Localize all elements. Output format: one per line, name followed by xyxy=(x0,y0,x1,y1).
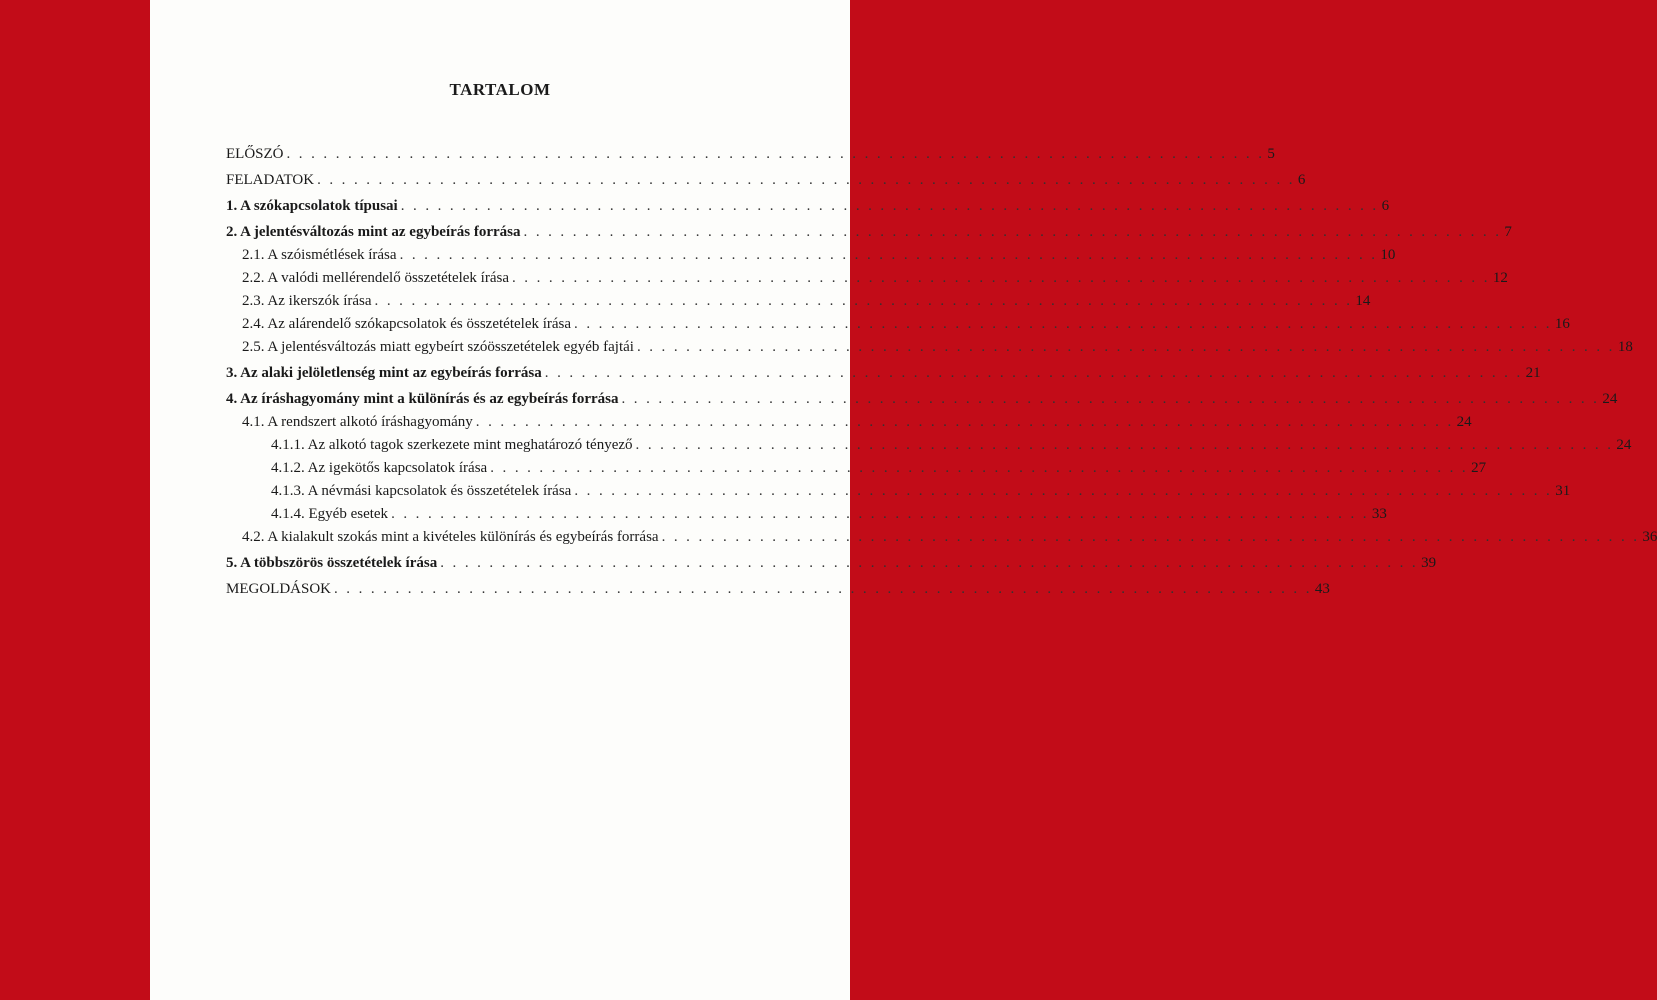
dot-leader: . . . . . . . . . . . . . . . . . . . . . . . . . . . . . . . . . . . . . . . . . . . . . . . . . . . . . . . . . . . . . . . . . . . . . . . . . . . . . . . . xyxy=(621,391,1600,407)
toc-entry xyxy=(226,267,1508,290)
toc-entry-page: 16 xyxy=(1554,316,1570,332)
toc-entry xyxy=(226,411,1472,434)
toc-entry xyxy=(226,388,1618,411)
dot-leader: . . . . . . . . . . . . . . . . . . . . . . . . . . . . . . . . . . . . . . . . . . . . . . . . . . . . . . . . . . . . . . . . . . . . . . . . . . . . . . . . xyxy=(574,316,1552,332)
dot-leader: . . . . . . . . . . . . . . . . . . . . . . . . . . . . . . . . . . . . . . . . . . . . . . . . . . . . . . . . . . . . . . . . . . . . . . . . . . . . . . . . xyxy=(286,146,1265,162)
dot-leader: . . . . . . . . . . . . . . . . . . . . . . . . . . . . . . . . . . . . . . . . . . . . . . . . . . . . . . . . . . . . . . . . . . . . . . . . . . . . . . . . xyxy=(440,555,1419,571)
toc-entry-label: 2.4. Az alárendelő szókapcsolatok és összetételek írása xyxy=(242,316,572,332)
toc-entry-page: 36 xyxy=(1642,529,1657,545)
toc-entry xyxy=(226,244,1396,267)
toc-entry xyxy=(226,552,1437,575)
toc-entry xyxy=(226,362,1541,385)
dot-leader: . . . . . . . . . . . . . . . . . . . . . . . . . . . . . . . . . . . . . . . . . . . . . . . . . . . . . . . . . . . . . . . . . . . . . . . . . . . . . . . . xyxy=(399,247,1378,263)
dot-leader: . . . . . . . . . . . . . . . . . . . . . . . . . . . . . . . . . . . . . . . . . . . . . . . . . . . . . . . . . . . . . . . . . . . . . . . . . . . . . . . . xyxy=(374,293,1353,309)
toc-entry xyxy=(226,290,1371,313)
toc-entry-page: 10 xyxy=(1380,247,1396,263)
toc-entry xyxy=(226,195,1390,218)
toc-entry xyxy=(226,578,1330,601)
dot-leader: . . . . . . . . . . . . . . . . . . . . . . . . . . . . . . . . . . . . . . . . . . . . . . . . . . . . . . . . . . . . . . . . . . . . . . . . . . . . . . . . xyxy=(635,437,1614,453)
dot-leader: . . . . . . . . . . . . . . . . . . . . . . . . . . . . . . . . . . . . . . . . . . . . . . . . . . . . . . . . . . . . . . . . . . . . . . . . . . . . . . . . xyxy=(475,414,1454,430)
toc-entry-label: 2. A jelentésváltozás mint az egybeírás forrása xyxy=(226,224,521,240)
table-of-contents xyxy=(226,143,1657,601)
toc-entry xyxy=(226,143,1275,166)
toc-entry-page: 7 xyxy=(1504,224,1512,240)
toc-entry-page: 6 xyxy=(1297,172,1306,188)
toc-entry-page: 33 xyxy=(1371,506,1387,522)
dot-leader: . . . . . . . . . . . . . . . . . . . . . . . . . . . . . . . . . . . . . . . . . . . . . . . . . . . . . . . . . . . . . . . . . . . . . . . . . . . . . . . . xyxy=(317,172,1295,188)
dot-leader: . . . . . . . . . . . . . . . . . . . . . . . . . . . . . . . . . . . . . . . . . . . . . . . . . . . . . . . . . . . . . . . . . . . . . . . . . . . . . . . . xyxy=(574,483,1553,499)
toc-entry xyxy=(226,434,1632,457)
toc-entry-page: 43 xyxy=(1314,581,1330,597)
dot-leader: . . . . . . . . . . . . . . . . . . . . . . . . . . . . . . . . . . . . . . . . . . . . . . . . . . . . . . . . . . . . . . . . . . . . . . . . . . . . . . . . xyxy=(544,365,1523,381)
dot-leader: . . . . . . . . . . . . . . . . . . . . . . . . . . . . . . . . . . . . . . . . . . . . . . . . . . . . . . . . . . . . . . . . . . . . . . . . . . . . . . . . xyxy=(391,506,1369,522)
toc-entry-page: 24 xyxy=(1616,437,1632,453)
toc-entry-label: MEGOLDÁSOK xyxy=(226,581,331,597)
toc-entry-page: 24 xyxy=(1602,391,1618,407)
dot-leader: . . . . . . . . . . . . . . . . . . . . . . . . . . . . . . . . . . . . . . . . . . . . . . . . . . . . . . . . . . . . . . . . . . . . . . . . . . . . . . . . xyxy=(523,224,1502,240)
toc-entry-label: 4.1.2. Az igekötős kapcsolatok írása xyxy=(271,460,488,476)
toc-entry-page: 6 xyxy=(1381,198,1390,214)
toc-entry xyxy=(226,480,1571,503)
toc-entry xyxy=(226,457,1487,480)
dot-leader: . . . . . . . . . . . . . . . . . . . . . . . . . . . . . . . . . . . . . . . . . . . . . . . . . . . . . . . . . . . . . . . . . . . . . . . . . . . . . . . . xyxy=(661,529,1640,545)
toc-entry-label: FELADATOK xyxy=(226,172,315,188)
dot-leader: . . . . . . . . . . . . . . . . . . . . . . . . . . . . . . . . . . . . . . . . . . . . . . . . . . . . . . . . . . . . . . . . . . . . . . . . . . . . . . . . xyxy=(636,339,1615,355)
toc-title: TARTALOM xyxy=(449,80,551,99)
toc-entry-page: 18 xyxy=(1617,339,1633,355)
toc-entry-label: 1. A szókapcsolatok típusai xyxy=(226,198,398,214)
toc-entry-label: 4.1.4. Egyéb esetek xyxy=(271,506,389,522)
toc-entry-label: ELŐSZÓ xyxy=(226,146,284,162)
toc-entry-label: 2.2. A valódi mellérendelő összetételek írása xyxy=(242,270,509,286)
toc-entry-page: 5 xyxy=(1267,146,1275,162)
toc-entry xyxy=(226,313,1570,336)
toc-entry-label: 2.1. A szóismétlések írása xyxy=(242,247,397,263)
book-page xyxy=(150,0,1657,1000)
toc-entry-label: 4.1.1. Az alkotó tagok szerkezete mint meghatározó tényező xyxy=(271,437,633,453)
toc-entry-page: 27 xyxy=(1471,460,1487,476)
toc-entry-label: 4.1.3. A névmási kapcsolatok és összetételek írása xyxy=(271,483,572,499)
toc-entry-page: 12 xyxy=(1492,270,1508,286)
toc-entry xyxy=(226,169,1306,192)
toc-entry-label: 2.3. Az ikerszók írása xyxy=(242,293,372,309)
dot-leader: . . . . . . . . . . . . . . . . . . . . . . . . . . . . . . . . . . . . . . . . . . . . . . . . . . . . . . . . . . . . . . . . . . . . . . . . . . . . . . . . xyxy=(490,460,1469,476)
dot-leader: . . . . . . . . . . . . . . . . . . . . . . . . . . . . . . . . . . . . . . . . . . . . . . . . . . . . . . . . . . . . . . . . . . . . . . . . . . . . . . . . xyxy=(512,270,1490,286)
toc-entry-label: 5. A többszörös összetételek írása xyxy=(226,555,438,571)
dot-leader: . . . . . . . . . . . . . . . . . . . . . . . . . . . . . . . . . . . . . . . . . . . . . . . . . . . . . . . . . . . . . . . . . . . . . . . . . . . . . . . . xyxy=(400,198,1379,214)
toc-entry-page: 24 xyxy=(1456,414,1472,430)
toc-entry-label: 4. Az íráshagyomány mint a különírás és az egybeírás forrása xyxy=(226,391,619,407)
toc-entry-label: 3. Az alaki jelöletlenség mint az egybeírás forrása xyxy=(226,365,542,381)
toc-entry-page: 39 xyxy=(1421,555,1437,571)
toc-entry xyxy=(226,503,1387,526)
toc-entry-page: 31 xyxy=(1555,483,1571,499)
toc-entry xyxy=(226,221,1512,244)
toc-entry-label: 4.1. A rendszert alkotó íráshagyomány xyxy=(242,414,473,430)
toc-entry xyxy=(226,526,1657,549)
toc-entry-page: 21 xyxy=(1525,365,1541,381)
dot-leader: . . . . . . . . . . . . . . . . . . . . . . . . . . . . . . . . . . . . . . . . . . . . . . . . . . . . . . . . . . . . . . . . . . . . . . . . . . . . . . . . xyxy=(334,581,1312,597)
toc-entry-page: 14 xyxy=(1355,293,1371,309)
toc-entry-label: 4.2. A kialakult szokás mint a kivételes különírás és egybeírás forrása xyxy=(242,529,659,545)
toc-entry xyxy=(226,336,1633,359)
toc-entry-label: 2.5. A jelentésváltozás miatt egybeírt szóösszetételek egyéb fajtái xyxy=(242,339,634,355)
